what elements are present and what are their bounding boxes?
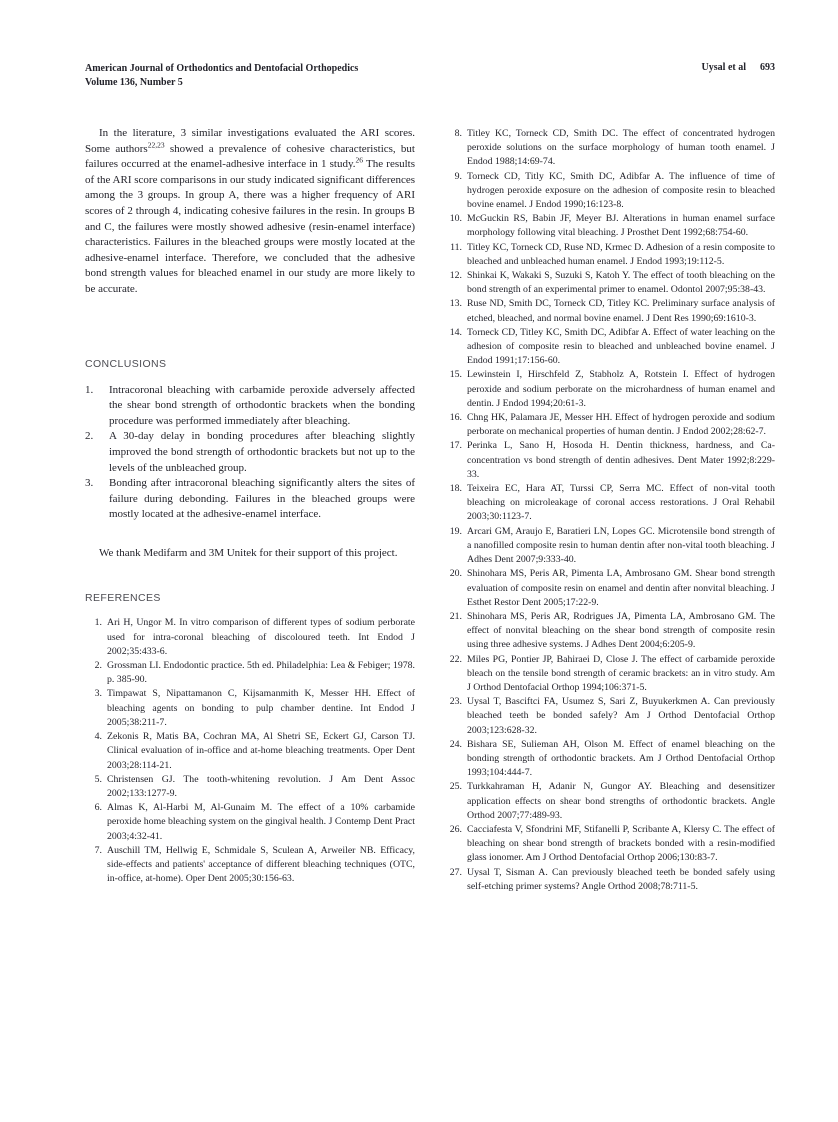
reference-item (443, 695, 775, 738)
reference-number: 26. (449, 823, 462, 835)
reference-item (85, 844, 415, 887)
reference-item (443, 567, 775, 610)
running-head-right (443, 62, 775, 73)
conclusions-heading: CONCLUSIONS (85, 357, 167, 370)
reference-text: Shinohara MS, Peris AR, Pimenta LA, Ambrosano GM. Shear bond strength evaluation of composite resin on enamel and dentin after nonvital bleaching. J Esthet Restor Dent 2005;17:22-9. (467, 568, 775, 608)
running-author: Uysal et al (701, 62, 746, 73)
discussion-text-1: In the literature, 3 similar investigations evaluated the ARI scores. Some authors (85, 127, 415, 155)
reference-number: 6. (94, 802, 102, 814)
reference-item (85, 730, 415, 773)
reference-item (85, 616, 415, 659)
reference-item (85, 801, 415, 844)
reference-text: Uysal T, Sisman A. Can previously bleached teeth be bonded safely using self-etching primer systems? Angle Orthod 2008;78:711-5. (467, 866, 775, 892)
reference-number: 1. (94, 617, 102, 629)
reference-text: Titley KC, Torneck CD, Ruse ND, Krmec D. Adhesion of a resin composite to bleached and unbleached human enamel. J Endod 1993;19:112-5. (467, 241, 775, 267)
reference-number: 20. (449, 568, 462, 580)
conclusion-item-text: Bonding after intracoronal bleaching significantly alters the sites of failure during debonding. Failures in the bleached groups were mostly located at the adhesive-enamel interface. (109, 477, 415, 521)
reference-number: 23. (449, 696, 462, 708)
reference-text: Ruse ND, Smith DC, Torneck CD, Titley KC. Preliminary surface analysis of etched, bleached, and normal bovine enamel. J Dent Res 1990;69:1610-3. (467, 298, 775, 324)
reference-number: 19. (449, 525, 462, 537)
reference-text: Ari H, Ungor M. In vitro comparison of different types of sodium perborate used for intra-coronal bleaching of discoloured teeth. Int Endod J 2002;35:433-6. (107, 617, 415, 657)
discussion-text-2: showed a prevalence of cohesive characteristics, but failures occurred at the enamel-adhesive interface in 1 study. (85, 142, 415, 171)
reference-item (443, 610, 775, 653)
reference-text: Arcari GM, Araujo E, Baratieri LN, Lopes GC. Microtensile bond strength of a nanofilled composite resin to human dentin after non-vital tooth bleaching. J Adhes Dent 2007;9:333-40. (467, 525, 775, 566)
reference-text: Turkkahraman H, Adanir N, Gungor AY. Bleaching and desensitizer application effects on shear bond strengths of orthodontic brackets. Angle Orthod 2007;77:489-93. (467, 781, 775, 821)
conclusion-item-text: Intracoronal bleaching with carbamide peroxide adversely affected the shear bond strength of orthodontic brackets when the bonding procedure was performed immediately after bleaching. (109, 383, 415, 427)
reference-text: Zekonis R, Matis BA, Cochran MA, Al Shetri SE, Eckert GJ, Carson TJ. Clinical evaluation of in-office and at-home bleaching treatments. Oper Dent 2003;28:114-21. (107, 731, 415, 771)
reference-text: Perinka L, Sano H, Hosoda H. Dentin thickness, hardness, and Ca-concentration vs bond strength of dentin adhesives. Dent Mater 1992;8:229-33. (467, 440, 775, 480)
reference-number: 27. (449, 866, 462, 878)
reference-item (85, 773, 415, 801)
reference-item (443, 525, 775, 568)
reference-text: Shinkai K, Wakaki S, Suzuki S, Katoh Y. The effect of tooth bleaching on the bond strength of an experimental primer to enamel. Odontol 2007;95:38-43. (467, 270, 775, 296)
reference-item (443, 326, 775, 369)
conclusion-item (85, 429, 415, 476)
right-column (443, 126, 775, 894)
reference-text: Almas K, Al-Harbi M, Al-Gunaim M. The effect of a 10% carbamide peroxide home bleaching system on the gingival health. J Contemp Dent Pract 2003;4:32-41. (107, 802, 415, 842)
reference-item (443, 411, 775, 439)
acknowledgment-paragraph: We thank Medifarm and 3M Unitek for their support of this project. (99, 546, 398, 559)
conclusion-item-number: 1. (85, 383, 94, 396)
journal-title: American Journal of Orthodontics and Dentofacial Orthopedics (85, 63, 359, 74)
citation-superscript-1: 22,23 (147, 139, 165, 149)
reference-item (443, 212, 775, 240)
reference-number: 7. (94, 844, 102, 856)
reference-text: McGuckin RS, Babin JF, Meyer BJ. Alterations in human enamel surface morphology following vital bleaching. J Prosthet Dent 1992;68:754-60. (467, 213, 775, 239)
conclusion-item-number: 3. (85, 477, 94, 490)
reference-text: Cacciafesta V, Sfondrini MF, Stifanelli P, Scribante A, Klersy C. The effect of bleaching on shear bond strength of brackets bonded with a resin-modified glass ionomer. Am J Orthod Dentofacial Orthop 2006;130:83-7. (467, 823, 775, 864)
reference-item (443, 127, 775, 170)
reference-item (443, 439, 775, 482)
reference-number: 24. (449, 738, 462, 750)
reference-text: Uysal T, Basciftci FA, Usumez S, Sari Z, Buyukerkmen A. Can previously bleached teeth be bonded safely? Am J Orthod Dentofacial Orthop 2003;123:628-32. (467, 696, 775, 736)
reference-item (443, 368, 775, 411)
reference-item (443, 170, 775, 213)
reference-number: 3. (94, 688, 102, 700)
reference-number: 16. (449, 412, 462, 424)
reference-text: Torneck CD, Titly KC, Smith DC, Adibfar A. The influence of time of hydrogen peroxide exposure on the adhesion of composite resin to bleached bovine enamel. J Endod 1990;16:123-8. (467, 170, 775, 211)
reference-item (443, 241, 775, 269)
reference-text: Bishara SE, Sulieman AH, Olson M. Effect of enamel bleaching on the bonding strength of orthodontic brackets. Am J Orthod Dentofacial Orthop 1993;104:444-7. (467, 738, 775, 779)
reference-number: 18. (449, 483, 462, 495)
reference-number: 13. (449, 298, 462, 310)
reference-number: 8. (454, 128, 462, 139)
discussion-text-3: The results of the ARI score comparisons in our study indicated significant differences among the 3 groups. In group A, there was a higher frequency of ARI scores of 2 through 4, indicating cohesive failures in the resin. In groups B and C, the failures were mostly showed adhesive (resin-enamel interface) characteristics. Failures in the bleached groups were mostly located at the adhesive-enamel interface. Therefore, we concluded that the adhesive bond strength values for bleached enamel in our study are more likely to be accurate. (85, 158, 416, 295)
conclusion-item-text: A 30-day delay in bonding procedures after bleaching slightly improved the bond strength of orthodontic brackets but not up to the levels of the unbleached group. (109, 430, 415, 474)
reference-number: 11. (450, 241, 462, 253)
reference-text: Chng HK, Palamara JE, Messer HH. Effect of hydrogen peroxide and sodium perborate on mechanical properties of human dentin. J Endod 2002;28:62-7. (467, 412, 775, 438)
reference-item (443, 482, 775, 525)
reference-text: Grossman LI. Endodontic practice. 5th ed. Philadelphia: Lea & Febiger; 1978. p. 385-90. (107, 660, 415, 686)
left-column (85, 126, 415, 886)
reference-text: Auschill TM, Hellwig E, Schmidale S, Sculean A, Arweiler NB. Efficacy, side-effects and patients' acceptance of different bleaching techniques (OTC, in-office, at-home). Oper Dent 2005;30:156-63. (107, 844, 415, 885)
reference-number: 4. (94, 731, 102, 743)
reference-text: Miles PG, Pontier JP, Bahiraei D, Close J. The effect of carbamide peroxide bleach on the tensile bond strength of ceramic brackets: an in vitro study. Am J Orthod Dentofacial Orthop 1994;106:371-5. (467, 653, 775, 693)
reference-number: 22. (449, 653, 462, 665)
reference-number: 5. (94, 773, 102, 785)
reference-item (443, 653, 775, 696)
running-head-left (85, 62, 425, 89)
reference-item (443, 269, 775, 297)
reference-number: 12. (449, 270, 462, 282)
reference-text: Christensen GJ. The tooth-whitening revolution. J Am Dent Assoc 2002;133:1277-9. (107, 773, 415, 799)
reference-number: 25. (449, 781, 462, 793)
reference-text: Torneck CD, Titley KC, Smith DC, Adibfar A. Effect of water leaching on the adhesion of composite resin to bleached and unbleached bovine enamel. J Endod 1991;17:156-60. (467, 326, 775, 367)
references-list-left (85, 616, 415, 886)
reference-item (443, 780, 775, 823)
conclusion-item (85, 383, 415, 430)
reference-item (443, 823, 775, 866)
reference-text: Lewinstein I, Hirschfeld Z, Stabholz A, Rotstein I. Effect of hydrogen peroxide and sodium perborate on the microhardness of human enamel and dentin. J Endod 1994;20:61-3. (467, 369, 775, 409)
discussion-paragraph (85, 126, 415, 298)
reference-text: Timpawat S, Nipattamanon C, Kijsamanmith K, Messer HH. Effect of bleaching agents on bonding to pulp chamber dentine. Int Endod J 2005;38:211-7. (107, 688, 415, 728)
reference-item (443, 866, 775, 894)
reference-item (443, 297, 775, 325)
reference-number: 21. (449, 610, 462, 622)
reference-item (85, 659, 415, 687)
conclusion-item (85, 476, 415, 523)
reference-number: 14. (449, 326, 462, 338)
reference-number: 15. (449, 369, 462, 381)
conclusions-list (85, 383, 415, 523)
reference-text: Shinohara MS, Peris AR, Rodrigues JA, Pimenta LA, Ambrosano GM. The effect of nonvital bleaching on the shear bond strength of composite resin using three adhesive systems. J Adhes Dent 2004;6:205-9. (467, 610, 775, 651)
journal-issue: Volume 136, Number 5 (85, 76, 183, 88)
reference-number: 10. (449, 213, 462, 225)
reference-text: Teixeira EC, Hara AT, Turssi CP, Serra MC. Effect of non-vital tooth bleaching on microleakage of coronal access restorations. J Oral Rehabil 2003;30:1123-7. (467, 483, 775, 523)
references-heading: REFERENCES (85, 592, 161, 605)
reference-item (443, 738, 775, 781)
citation-superscript-2: 26 (355, 155, 364, 165)
reference-number: 9. (454, 170, 462, 182)
conclusion-item-number: 2. (85, 430, 94, 443)
references-list-right (443, 127, 775, 894)
page-number: 693 (760, 62, 775, 73)
reference-item (85, 687, 415, 730)
reference-number: 2. (94, 660, 102, 672)
reference-number: 17. (449, 440, 462, 452)
reference-text: Titley KC, Torneck CD, Smith DC. The effect of concentrated hydrogen peroxide solutions on the surface morphology of human tooth enamel. J Endod 1988;14:69-74. (467, 128, 775, 168)
